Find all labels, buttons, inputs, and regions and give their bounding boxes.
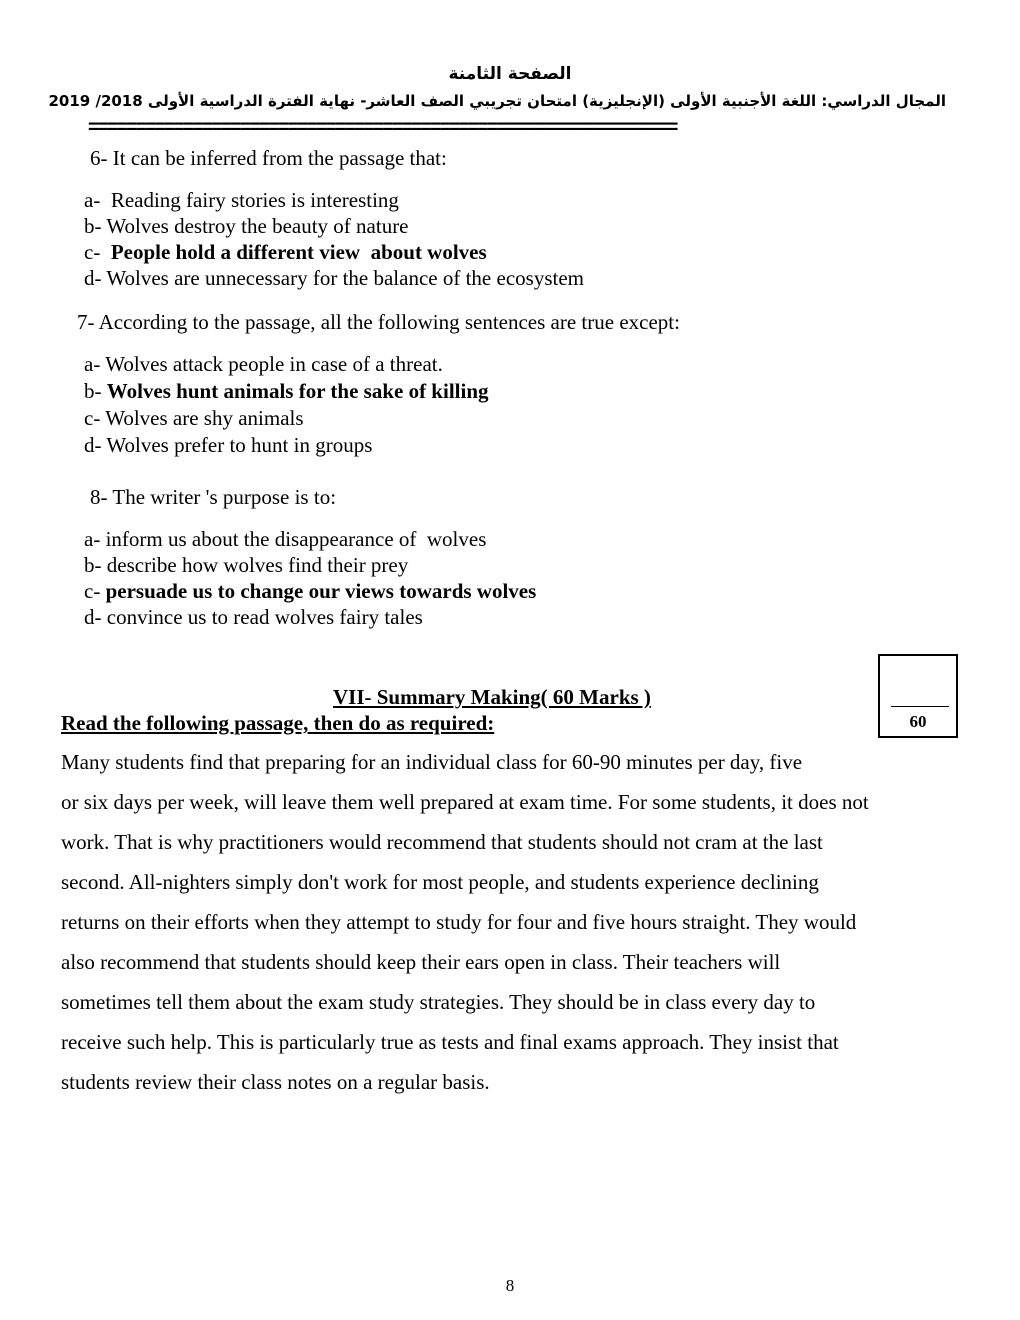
passage-line: students review their class notes on a regular basis. [61, 1070, 490, 1094]
q6-option-d: d- Wolves are unnecessary for the balance of the ecosystem [84, 266, 584, 290]
header-separator: ============================================================== [88, 117, 677, 138]
q6-option-a: a- Reading fairy stories is interesting [84, 188, 399, 212]
page-label: الصفحة الثامنة [448, 64, 572, 84]
subject-line: المجال الدراسي: اللغة الأجنبية الأولى (الإنجليزية) امتحان تجريبي الصف العاشر- نهاية الفترة الدراسية الأولى 2018/ 2019 [48, 92, 946, 110]
passage-line: also recommend that students should keep their ears open in class. Their teachers will [61, 950, 781, 974]
q6-option-b: b- Wolves destroy the beauty of nature [84, 214, 409, 238]
passage-line: sometimes tell them about the exam study strategies. They should be in class every day to [61, 990, 816, 1014]
passage-line: receive such help. This is particularly true as tests and final exams approach. They insist that [61, 1030, 839, 1054]
q8-option-c: c- persuade us to change our views towards wolves [84, 579, 537, 603]
q7-option-c: c- Wolves are shy animals [84, 406, 304, 430]
question-8-stem: 8- The writer 's purpose is to: [90, 485, 337, 509]
section-title: VII- Summary Making( 60 Marks ) [333, 685, 651, 709]
passage-line: or six days per week, will leave them well prepared at exam time. For some students, it does not [61, 790, 869, 814]
section-instruction: Read the following passage, then do as required: [61, 711, 495, 735]
q8-option-a: a- inform us about the disappearance of wolves [84, 527, 487, 551]
passage-line: work. That is why practitioners would recommend that students should not cram at the last [61, 830, 823, 854]
q7-option-d: d- Wolves prefer to hunt in groups [84, 433, 373, 457]
q6-option-c: c- People hold a different view about wolves [84, 240, 487, 264]
page-number: 8 [505, 1276, 515, 1295]
passage-line: returns on their efforts when they attempt to study for four and five hours straight. They would [61, 910, 857, 934]
score-blank-line [891, 706, 949, 707]
q8-option-b: b- describe how wolves find their prey [84, 553, 409, 577]
question-7-stem: 7- According to the passage, all the following sentences are true except: [77, 310, 680, 334]
q8-option-d: d- convince us to read wolves fairy tales [84, 605, 423, 629]
score-total: 60 [909, 712, 927, 731]
score-box [878, 654, 958, 738]
passage-line: Many students find that preparing for an individual class for 60-90 minutes per day, five [61, 750, 803, 774]
passage-line: second. All-nighters simply don't work for most people, and students experience declining [61, 870, 819, 894]
question-6-stem: 6- It can be inferred from the passage that: [90, 146, 447, 170]
q7-option-b: b- Wolves hunt animals for the sake of killing [84, 379, 489, 403]
summary-passage [61, 742, 981, 1102]
q7-option-a: a- Wolves attack people in case of a threat. [84, 352, 443, 376]
